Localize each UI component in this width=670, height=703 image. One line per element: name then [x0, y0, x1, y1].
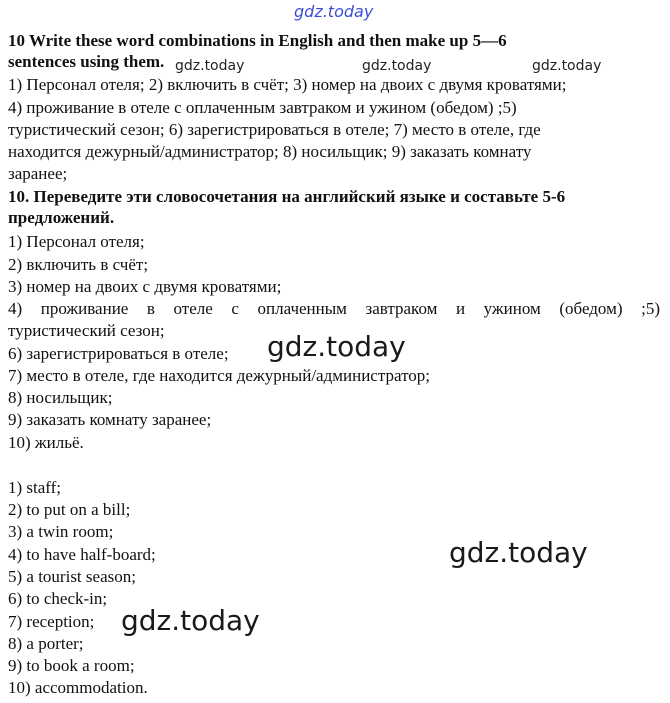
russian-task-item: 10) жильё.: [8, 433, 84, 452]
english-task-line: заранее;: [8, 164, 68, 183]
russian-task-item: 8) носильщик;: [8, 388, 113, 407]
answer-item: 9) to book a room;: [8, 656, 135, 675]
russian-task-heading-line2: предложений.: [8, 208, 115, 227]
answer-item: 8) a porter;: [8, 634, 84, 653]
russian-task-item: 6) зарегистрироваться в отеле;: [8, 344, 229, 363]
russian-task-item: 7) место в отеле, где находится дежурный/администратор;: [8, 366, 431, 385]
english-task-heading-line1: 10 Write these word combinations in English and then make up 5—6: [8, 31, 507, 50]
answer-item: 4) to have half-board;: [8, 545, 156, 564]
russian-task-item: 3) номер на двоих с двумя кроватями;: [8, 277, 282, 296]
answer-item: 2) to put on a bill;: [8, 500, 131, 519]
english-task-line: 4) проживание в отеле с оплаченным завтраком и ужином (обедом) ;5): [8, 98, 517, 117]
watermark-small-3: gdz.today: [532, 58, 602, 74]
russian-task-item: 2) включить в счёт;: [8, 255, 149, 274]
answer-item: 3) a twin room;: [8, 522, 114, 541]
russian-task-heading-line1: 10. Переведите эти словосочетания на английский языке и составьте 5-6: [8, 187, 566, 206]
english-task-line: туристический сезон; 6) зарегистрироваться в отеле; 7) место в отеле, где: [8, 120, 541, 139]
watermark-small-2: gdz.today: [362, 58, 432, 74]
english-task-line: 1) Персонал отеля; 2) включить в счёт; 3) номер на двоих с двумя кроватями;: [8, 75, 567, 94]
russian-task-item: туристический сезон;: [8, 321, 165, 340]
answer-item: 6) to check-in;: [8, 589, 108, 608]
watermark-big-1: gdz.today: [267, 330, 406, 363]
russian-task-item: 1) Персонал отеля;: [8, 232, 145, 251]
answer-item: 7) reception;: [8, 612, 95, 631]
watermark-top: gdz.today: [294, 2, 374, 21]
russian-task-item: 9) заказать комнату заранее;: [8, 410, 212, 429]
watermark-big-3: gdz.today: [121, 604, 260, 637]
watermark-small-1: gdz.today: [175, 58, 245, 74]
answer-item: 10) accommodation.: [8, 678, 148, 697]
watermark-big-2: gdz.today: [449, 536, 588, 569]
answer-item: 1) staff;: [8, 478, 62, 497]
english-task-heading-line2: sentences using them.: [8, 52, 165, 71]
answer-item: 5) a tourist season;: [8, 567, 136, 586]
russian-task-item: 4) проживание в отеле с оплаченным завтраком и ужином (обедом) ;5): [8, 299, 660, 318]
english-task-line: находится дежурный/администратор; 8) носильщик; 9) заказать комнату: [8, 142, 532, 161]
